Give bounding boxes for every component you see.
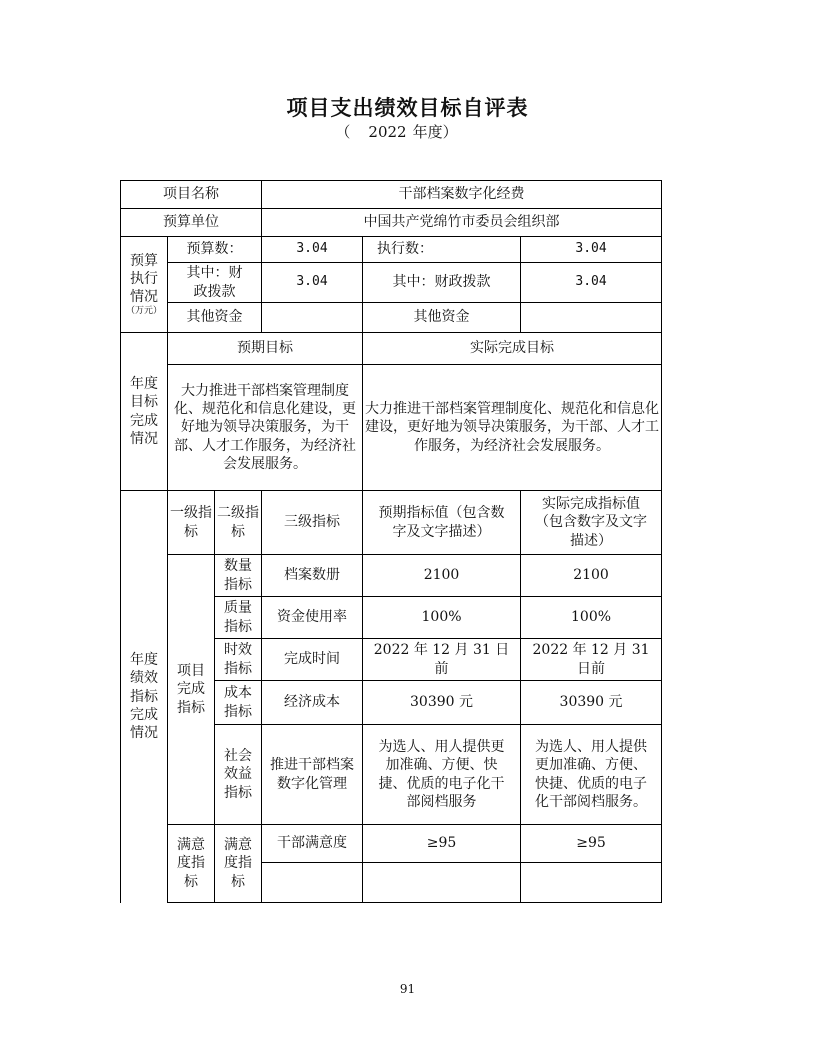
year-line bbox=[0, 121, 815, 142]
indicator-level3: 档案数册 bbox=[262, 555, 363, 597]
budget-exec-line2: 执行 bbox=[130, 271, 158, 287]
satisfaction-label: 满意度指标 bbox=[168, 825, 215, 903]
actual-value-header: 实际完成指标值（包含数字及文字描述） bbox=[521, 491, 662, 555]
satisfaction-expected: ≥95 bbox=[363, 825, 521, 863]
indicator-actual: 2100 bbox=[521, 555, 662, 597]
satisfaction-level3 bbox=[262, 863, 363, 903]
indicator-actual: 100% bbox=[521, 597, 662, 639]
budget-exec-line3: 情况 bbox=[130, 289, 158, 306]
indicator-actual: 2022 年 12 月 31 日前 bbox=[521, 639, 662, 681]
other-budget-label: 其他资金 bbox=[168, 303, 262, 333]
indicator-expected: 100% bbox=[363, 597, 521, 639]
indicator-level3: 推进干部档案数字化管理 bbox=[262, 725, 363, 825]
indicator-actual: 30390 元 bbox=[521, 681, 662, 725]
budget-exec-line1: 预算 bbox=[130, 252, 158, 269]
page-title: 项目支出绩效目标自评表 bbox=[286, 95, 529, 120]
indicator-level2: 社会效益指标 bbox=[215, 725, 262, 825]
budget-exec-label bbox=[121, 237, 168, 333]
actual-goal-header: 实际完成目标 bbox=[363, 333, 662, 365]
indicator-level3: 资金使用率 bbox=[262, 597, 363, 639]
project-name-label: 项目名称 bbox=[121, 181, 262, 209]
other-exec-label: 其他资金 bbox=[363, 303, 521, 333]
satisfaction-actual bbox=[521, 863, 662, 903]
indicator-level2: 时效指标 bbox=[215, 639, 262, 681]
year-value: 2022 bbox=[368, 123, 407, 141]
exec-amount-label: 执行数： bbox=[363, 237, 521, 263]
expected-goal-header: 预期目标 bbox=[168, 333, 363, 365]
table-row bbox=[121, 555, 662, 597]
satisfaction-level2-label: 满意度指标 bbox=[215, 825, 262, 903]
self-evaluation-table bbox=[120, 180, 662, 903]
level1-header: 一级指标 bbox=[168, 491, 215, 555]
budget-unit-value: 中国共产党绵竹市委员会组织部 bbox=[262, 209, 662, 237]
indicator-expected: 2100 bbox=[363, 555, 521, 597]
satisfaction-level3: 干部满意度 bbox=[262, 825, 363, 863]
fiscal-budget-label: 其中：财政拨款 bbox=[168, 263, 262, 303]
satisfaction-actual: ≥95 bbox=[521, 825, 662, 863]
expected-goal-text: 大力推进干部档案管理制度化、规范化和信息化建设，更好地为领导决策服务，为干部、人才工作服务，为经济社会发展服务。 bbox=[168, 365, 363, 491]
budget-amount-label: 预算数： bbox=[168, 237, 262, 263]
indicator-expected: 30390 元 bbox=[363, 681, 521, 725]
indicator-level3: 经济成本 bbox=[262, 681, 363, 725]
level3-header: 三级指标 bbox=[262, 491, 363, 555]
indicator-expected: 2022 年 12 月 31 日前 bbox=[363, 639, 521, 681]
fiscal-budget-value: 3.04 bbox=[262, 263, 363, 303]
table-row bbox=[121, 825, 662, 863]
expected-value-header: 预期指标值（包含数字及文字描述） bbox=[363, 491, 521, 555]
annual-perf-label: 年度绩效指标完成情况 bbox=[121, 491, 168, 903]
level2-header: 二级指标 bbox=[215, 491, 262, 555]
fiscal-exec-value: 3.04 bbox=[521, 263, 662, 303]
budget-unit-label: 预算单位 bbox=[121, 209, 262, 237]
indicator-expected: 为选人、用人提供更加准确、方便、快捷、优质的电子化干部阅档服务 bbox=[363, 725, 521, 825]
annual-goal-label: 年度目标完成情况 bbox=[121, 333, 168, 491]
page-number: 91 bbox=[399, 982, 416, 996]
indicator-level2: 数量指标 bbox=[215, 555, 262, 597]
fiscal-exec-label: 其中：财政拨款 bbox=[363, 263, 521, 303]
project-completion-label: 项目完成指标 bbox=[168, 555, 215, 825]
budget-amount-value: 3.04 bbox=[262, 237, 363, 263]
year-open-paren: （ bbox=[335, 123, 351, 141]
exec-amount-value: 3.04 bbox=[521, 237, 662, 263]
indicator-level2: 成本指标 bbox=[215, 681, 262, 725]
budget-exec-unit: （万元） bbox=[125, 306, 162, 317]
project-name-value: 干部档案数字化经费 bbox=[262, 181, 662, 209]
other-budget-value bbox=[262, 303, 363, 333]
indicator-actual: 为选人、用人提供更加准确、方便、快捷、优质的电子化干部阅档服务。 bbox=[521, 725, 662, 825]
indicator-level3: 完成时间 bbox=[262, 639, 363, 681]
actual-goal-text: 大力推进干部档案管理制度化、规范化和信息化建设，更好地为领导决策服务，为干部、人才工作服务，为经济社会发展服务。 bbox=[363, 365, 662, 491]
other-exec-value bbox=[521, 303, 662, 333]
year-label: 年度） bbox=[412, 123, 458, 141]
indicator-level2: 质量指标 bbox=[215, 597, 262, 639]
satisfaction-expected bbox=[363, 863, 521, 903]
